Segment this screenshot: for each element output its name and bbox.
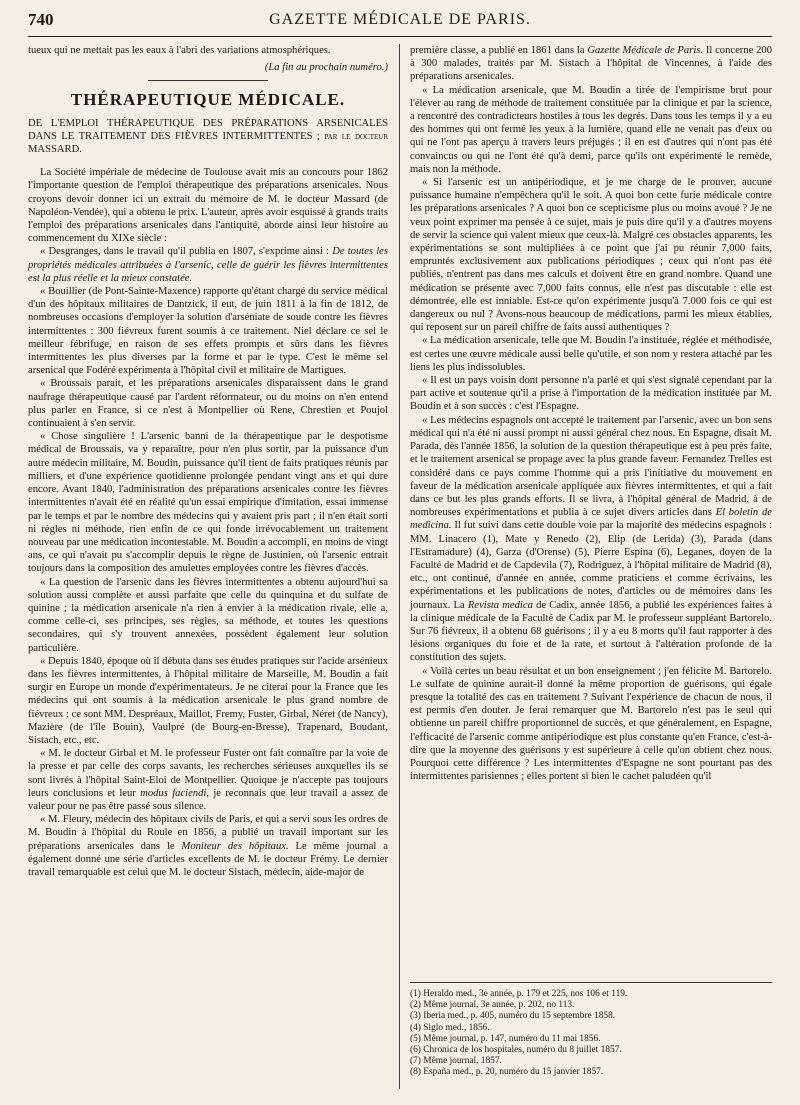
right-column — [410, 44, 772, 783]
text-run: « Les médecins espagnols ont accepté le traitement par l'arsenic, avec un bon sens médical qui n'a été ni aussi prompt ni aussi général chez nous. En Espagne, disait M. Parada, dès l'année 1856, la solution de la question thérapeutique est à peu près faite, et le traitement arsenical se propage avec la plus grande faveur. Fernandez Trelles est considéré dans ce pays comme l'homme qui a pris l'initiative du mouvement en faveur de la médication arsenicale appliquée aux fièvres intermittentes, et qui a fait dans ce but les plus grands efforts. Il se livra, à l'hôpital général de Madrid, à de nombreuses expérimentations et publia à ce sujet divers articles dans — [410, 414, 772, 519]
paragraph — [28, 747, 388, 813]
left-column — [28, 44, 388, 879]
text-italic: Gazette Médicale de Paris. — [587, 45, 704, 56]
carry-over-text: tueux qui ne mettait pas les eaux à l'abri des variations atmosphériques. — [28, 45, 331, 56]
paragraph — [410, 414, 772, 665]
column-divider — [399, 44, 400, 1089]
paragraph: La Société impériale de médecine de Toulouse avait mis au concours pour 1862 l'importante question de l'emploi thérapeutique des préparations arsenicales. Nous croyons devoir donner ici un extrait du mémoire de M. le docteur Massard (de Napoléon-Vendée), qui a obtenu le prix. L'auteur, après avoir esquissé à grands traits l'emploi des préparations arsenicales dans l'antiquité, aborde ainsi leur histoire au commencement du XIXe siècle : — [28, 167, 388, 245]
paragraph: « Bouillier (de Pont-Sainte-Maxence) rapporte qu'étant chargé du service médical d'un des hôpitaux militaires de Dantzick, il eut, de juin 1811 à la fin de 1812, de nombreuses occasions d'employer la solution d'arséniate de soude contre les fièvres intermittentes : 300 fiévreux furent soumis à ce traitement. Niel déclare ce sel le meilleur fébrifuge, en raison de ses effets prompts et sûrs dans les fièvres intermittentes les plus diverses par la forme et par le type. C'est le même sel arsenical que Fodéré expérimenta à l'hôpital civil et militaire de Martigues. — [28, 286, 388, 377]
footnote: (6) Chronica de los hospitales, numéro du 8 juillet 1857. — [410, 1045, 622, 1056]
text-run: Il concerne 200 à 300 malades, traités par M. Sistach à l'hôpital de Vincennes, à l'aide des préparations arsenicales. — [410, 45, 773, 83]
quote-italic: De toutes les propriétés médicales attribuées à l'arsenic, celle de guérir les fièvres intermittentes est la plus réelle et la mieux constatée. — [28, 246, 388, 284]
paragraph: « Depuis 1840, époque où il débuta dans ses études pratiques sur l'acide arsénieux dans les fièvres intermittentes, à l'hôpital militaire de Marseille, M. Boudin a fait surgir en Europe un monde d'expérimentateurs. Je ne citerai pour la France que les médecins qui ont soumis à la médication arsenicale le plus grand nombre de fiévreux ; ce sont MM. Despréaux, Maillot, Fremy, Fuster, Girbal, Néret (de Nancy), Mazière (de l'île Bouin), Vaulpré (de Bourg-en-Bresse), Trapenard, Boudant, Sistach, etc., etc. — [28, 655, 388, 746]
paragraph — [28, 813, 388, 879]
paragraph: « La médication arsenicale, que M. Boudin a tirée de l'empirisme brut pour l'élever au rang de méthode de traitement constituée par la clinique et par la science, a rencontré des contradicteurs hostiles à tous les degrés. Dans tous les temps il y a eu des hommes qui ont fermé les yeux à la lumière, quand elle ne venait pas d'eux ou qui ne l'ont pas aperçu à travers leurs préjugés ; il en est d'autres qui n'ont pas été convaincus ou qui ne l'ont été qu'à demi, parce qu'ils ont expérimenté le remède, mais non la méthode. — [410, 84, 772, 175]
text-run: Le même journal a également donné une série d'articles excellents de M. le docteur Frémy. Le dernier travail remarquable est celui que M. le docteur Sistach, médecin, aide-major de — [28, 840, 388, 878]
article-title: DE L'EMPLOI THÉRAPEUTIQUE DES PRÉPARATIONS ARSENICALES DANS LE TRAITEMENT DES FIÈVRES INTERMITTENTES ; par le docteur MASSARD. — [28, 117, 388, 156]
paragraph: « La question de l'arsenic dans les fièvres intermittentes a obtenu aujourd'hui sa solution aussi complète et aussi parfaite que celle du quinquina et du sulfate de quinine ; la médication arsenicale n'a rien à envier à la médication rivale, elle a, comme celle-ci, ses principes, ses règles, sa méthode, et toutes les questions secondaires, qui s'y trouvent annexées, possèdent également leur solution particulière. — [28, 576, 388, 654]
section-heading: THÉRAPEUTIQUE MÉDICALE. — [70, 90, 346, 110]
text-run: « M. le docteur Girbal et M. le professeur Fuster ont fait connaître par la voie de la presse et par celle des corps savants, les recherches sérieuses auxquelles ils se sont livrés à l'hôpital Saint-Eloi de Montpellier. Quoique je n'accepte pas toujours leurs conclusions et leur — [28, 748, 388, 799]
text-run: de Cadix, année 1856, a publié les expériences faites à la clinique médicale de la Faculté de Cadix par M. le professeur suppléant Bartorelo. Sur 76 fiévreux, il a obtenu 68 guérisons ; il y a eu 8 morts qu'il faut rapporter à des lésions organiques du foie et de la rate, et surtout à l'altération profonde de la constitution des sujets. — [410, 599, 772, 664]
journal-title: GAZETTE MÉDICALE DE PARIS. — [269, 11, 531, 28]
text-run: , je reconnais que leur travail a assez de valeur pour ne pas être passé sous silence. — [28, 787, 388, 812]
footnote: (8) España med., p. 20, numéro du 15 janvier 1857. — [410, 1067, 604, 1078]
paragraph: « Chose singulière ! L'arsenic banni de la thérapeutique par le despotisme médical de Broussais, va y reparaître, pour n'en plus sortir, par la puissance d'un autre médecin militaire, M. Boudin, puissance qu'il tient de faits pratiques réunis par milliers, et d'une expérience quotidienne prolongée pendant vingt ans et qui dure encore. Avant 1840, l'administration des préparations arsenicales contre les fièvres intermittentes n'avait été en réalité qu'un essai empirique d'imitation, essai immense par le temps et par le nombre des médecins qui y avaient pris part ; il n'en était sorti ni règles ni méthode, rien enfin de ce qui fonde irrévocablement un traitement nouveau par une médication incontestable. M. Boudin a accompli, en moins de vingt ans, ce qui n'avait pu s'accomplir depuis le règne de Justinien, où l'arsenic entrait toujours dans la composition des amulettes employées contre les fièvres d'accès. — [28, 431, 388, 575]
footnote: (4) Siglo med., 1856. — [410, 1022, 490, 1033]
paragraph — [28, 245, 388, 285]
text-italic: Moniteur des hôpitaux. — [181, 840, 289, 852]
footnote: (7) Même journal, 1857. — [410, 1056, 502, 1067]
paragraph: « Il est un pays voisin dont personne n'a parlé et qui s'est signalé cependant par la part active et soutenue qu'il a prise à l'importation de la médication instituée par M. Boudin et à son succès : c'est l'Espagne. — [410, 375, 772, 413]
paragraph: « La médication arsenicale, telle que M. Boudin l'a instituée, réglée et méthodisée, est certes une œuvre médicale aussi belle qu'utile, et son nom y restera attaché par les liens les plus indissolubles. — [410, 335, 772, 373]
text-run: première classe, a publié en 1861 dans la — [410, 45, 585, 56]
quote-lead: « Desgranges, dans le travail qu'il publia en 1807, s'exprime ainsi : — [40, 246, 329, 258]
text-italic: Revista medica — [467, 599, 533, 611]
text-italic: El boletin de medicina. — [410, 507, 773, 532]
paragraph: « Broussais parait, et les préparations arsenicales disparaissent dans le grand naufrage thérapeutique causé par l'ardent réformateur, ou du moins on n'en entend plus parler en France, si ce n'est à Montpellier où Rene, Chrestien et Poujol continuaient à s'en servir. — [28, 378, 388, 430]
divider-rule — [148, 80, 268, 81]
footnote: (5) Même journal, p. 147, numéro du 11 mai 1856. — [410, 1033, 601, 1044]
text-run: « M. Fleury, médecin des hôpitaux civils de Paris, et qui a servi sous les ordres de M. Boudin à l'hôpital du Roule en 1856, a publié un travail important sur les préparations arsenicales dans le — [28, 814, 388, 852]
page-header — [28, 8, 772, 37]
footnotes — [410, 982, 772, 1079]
paragraph: « Voilà certes un beau résultat et un bon enseignement ; j'en félicite M. Bartorelo. Le sulfate de quinine aurait-il donné la même proportion de guérisons, qui égale presque la totalité des cas en traitement ? Suivant l'expérience de chacun de nous, il est permis d'en douter. Je ferai remarquer que M. Bartorelo n'est pas le seul qui obtienne un pareil chiffre proportionnel de succès, et que généralement, en Espagne, l'efficacité de l'arsenic comme antipériodique est plus constante qu'en France, c'est-à-dire que la moyenne des guérisons y est supérieure à celle qu'on obtient chez nous. Pourquoi cette différence ? Les intermittentes d'Espagne ne sont pourtant pas des intermittentes parisiennes ; elles portent si bien le cachet paludéen qu'il — [410, 665, 772, 783]
continued-note: (La fin au prochain numéro.) — [264, 62, 388, 74]
paragraph — [410, 44, 772, 84]
page-number: 740 — [28, 10, 54, 29]
footnote: (2) Même journal, 3e année, p. 202, no 113. — [410, 1000, 575, 1011]
text-run: Il fut suivi dans cette double voie par la majorité des médecins espagnols : MM. Linacero (1), Mate y Renedo (2), Elip (de Lerida) (3), Parada (dans l'Estramadure) (4), Garza (d'Orense) (5), Pierre Espina (6), Leganes, doyen de la Faculté de Madrid et de Capdevila (7), Rodriguez, à l'hôpital militaire de Madrid (8), etc., ont continué, d'année en année, comme praticiens et comme écrivains, les expérimentations et les publications de notes, d'articles ou de mémoires dans les journaux. La — [410, 520, 773, 611]
text-italic: modus faciendi — [140, 787, 207, 799]
paragraph: « Si l'arsenic est un antipériodique, et je me charge de le prouver, aucune puissance humaine n'empêchera qu'il le soit. A quoi bon cette furie médicale contre les préparations arsenicales ? A quoi bon ce scepticisme plus ou moins avoué ? Je ne veux point exprimer ma pensée à ce sujet, mais je puis dire qu'il y a d'autres moyens de servir la science qui valent mieux que ceux-là. Malgré ces obstacles apparents, les expérimentations se sont multipliées à ce point que j'ai pu réunir 7,000 faits, empruntés exclusivement aux publications périodiques ; ceux qui n'ont pas été publiés, n'entrent pas dans mes calculs et doivent être en grand nombre. Quand une médication se présente avec 7,000 faits connus, elle n'est pas discutable : elle est démontrée, elle est inniable. Est-ce qu'on expérimente jusqu'à 7.000 fois ce qui est dangereux ou nul ? Avons-nous beaucoup de médications, parmi les mieux établies, qui reposent sur un pareil chiffre de faits aussi authentiques ? — [410, 177, 772, 334]
footnote: (1) Heraldo med., 3e année, p. 179 et 225, nos 106 et 119. — [410, 989, 628, 999]
footnote: (3) Iberia med., p. 405, numéro du 15 septembre 1858. — [410, 1011, 616, 1022]
